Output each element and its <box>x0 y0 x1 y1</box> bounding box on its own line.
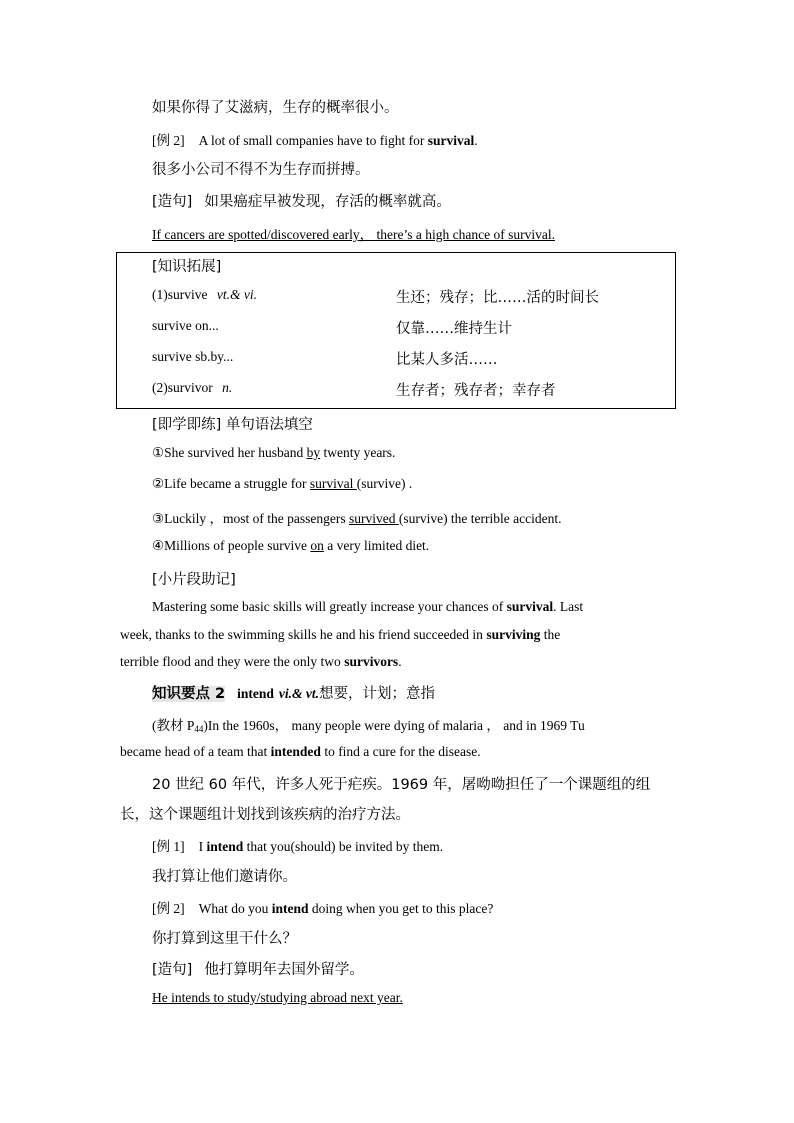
question-text: a very limited diet. <box>323 538 430 553</box>
textbook-line-2 <box>120 744 481 760</box>
box-row-4-right: 生存者；残存者；幸存者 <box>396 383 556 399</box>
practice-q3 <box>152 507 562 527</box>
practice-q2 <box>152 476 412 492</box>
sentence-making-prompt: 如果癌症早被发现，存活的概率就高。 <box>204 194 451 210</box>
answer-blank: survived <box>348 511 399 526</box>
sentence-making-1 <box>152 190 451 211</box>
practice-q4 <box>152 538 429 554</box>
textbook-line-1 <box>152 714 585 734</box>
intend-example-2 <box>152 897 493 917</box>
keyword-bold: intend <box>271 901 309 916</box>
memory-para-line-1 <box>152 599 583 615</box>
practice-title: [即学即练] 单句语法填空 <box>152 417 313 433</box>
example-text: that you(should) be invited by them. <box>243 839 444 854</box>
example-text: What do you <box>198 901 272 916</box>
example-label: [例 2] <box>152 901 185 916</box>
example-text: A lot of small companies have to fight for <box>198 133 428 148</box>
punctuation: . <box>474 133 478 148</box>
box-row-2-right: 仅靠……维持生计 <box>396 321 512 337</box>
question-text: ③Luckily ，most of the passengers <box>152 511 349 526</box>
paragraph-text: . <box>398 654 402 669</box>
question-text: ②Life became a struggle for <box>152 476 310 491</box>
intend-example-2-translation: 你打算到这里干什么？ <box>152 931 297 947</box>
sentence-translation-1: 如果你得了艾滋病，生存的概率很小。 <box>152 100 399 116</box>
example-2-line <box>152 129 478 149</box>
textbook-text: became head of a team that <box>120 744 271 759</box>
question-text: ④Millions of people survive <box>152 538 311 553</box>
knowledge-point-label: 知识要点 2 <box>152 686 226 702</box>
part-of-speech: n. <box>222 380 233 395</box>
textbook-ref: (教材 P <box>152 718 195 733</box>
paragraph-text: the <box>540 627 561 642</box>
practice-q1 <box>152 445 395 461</box>
textbook-translation-2: 长，这个课题组计划找到该疾病的治疗方法。 <box>120 807 410 823</box>
question-text: ①She survived her husband <box>152 445 307 460</box>
box-title: [知识拓展] <box>152 259 222 275</box>
answer-blank: on <box>310 538 324 553</box>
answer-blank: survival <box>309 476 357 491</box>
box-row-3-left: survive sb.by... <box>152 349 234 364</box>
paragraph-text: terrible flood and they were the only two <box>120 654 345 669</box>
box-row-4-left <box>152 380 232 396</box>
part-of-speech: vt.& vi. <box>216 287 257 302</box>
knowledge-point-2-heading <box>152 682 435 703</box>
example-2-translation: 很多小公司不得不为生存而拼搏。 <box>152 162 370 178</box>
question-text: (survive) the terrible accident. <box>398 511 562 526</box>
part-of-speech: vi.& vt. <box>278 686 320 701</box>
paragraph-text: Mastering some basic skills will greatly increase your chances of <box>152 599 507 614</box>
example-text: I <box>198 839 207 854</box>
question-text: twenty years. <box>320 445 396 460</box>
keyword-bold: intend <box>206 839 244 854</box>
box-row-1-right: 生还；残存；比……活的时间长 <box>396 290 599 306</box>
keyword-bold: survivors <box>344 654 399 669</box>
sentence-making-answer-1: If cancers are spotted/discovered early， there’s a high chance of survival. <box>152 227 555 242</box>
intend-example-1-translation: 我打算让他们邀请你。 <box>152 869 297 885</box>
example-text: doing when you get to this place? <box>308 901 494 916</box>
example-label: [例 1] <box>152 839 185 854</box>
memory-para-line-2 <box>120 627 560 643</box>
answer-blank: by <box>306 445 321 460</box>
phrase: (1)survive <box>152 287 211 302</box>
keyword-bold: surviving <box>486 627 541 642</box>
example-label: [例 2] <box>152 133 185 148</box>
sentence-making-label: [造句] <box>152 962 193 978</box>
memory-para-line-3 <box>120 654 402 670</box>
intend-example-1 <box>152 835 443 855</box>
box-row-1-left <box>152 287 257 303</box>
textbook-text: to find a cure for the disease. <box>320 744 481 759</box>
phrase: (2)survivor <box>152 380 217 395</box>
textbook-text: )In the 1960s， many people were dying of malaria ， and in 1969 Tu <box>203 718 585 733</box>
question-text: (survive) . <box>356 476 413 491</box>
box-row-3-right: 比某人多活…… <box>396 352 498 368</box>
headword: intend <box>237 686 274 701</box>
textbook-translation-1: 20 世纪 60 年代，许多人死于疟疾。1969 年，屠呦呦担任了一个课题组的组 <box>152 777 651 793</box>
box-row-2-left: survive on... <box>152 318 219 333</box>
keyword-bold: survival <box>427 133 475 148</box>
keyword-bold: survival <box>506 599 554 614</box>
headword-meaning: 想要，计划；意指 <box>319 686 436 702</box>
textbook-page: 44 <box>194 724 204 734</box>
memory-title: [小片段助记] <box>152 572 236 588</box>
keyword-bold: intended <box>270 744 321 759</box>
paragraph-text: week, thanks to the swimming skills he and his friend succeeded in <box>120 627 487 642</box>
sentence-making-2 <box>152 958 364 979</box>
sentence-making-label: [造句] <box>152 194 193 210</box>
sentence-making-prompt: 他打算明年去国外留学。 <box>204 962 364 978</box>
paragraph-text: . Last <box>553 599 584 614</box>
sentence-making-answer-2: He intends to study/studying abroad next year. <box>152 990 403 1005</box>
